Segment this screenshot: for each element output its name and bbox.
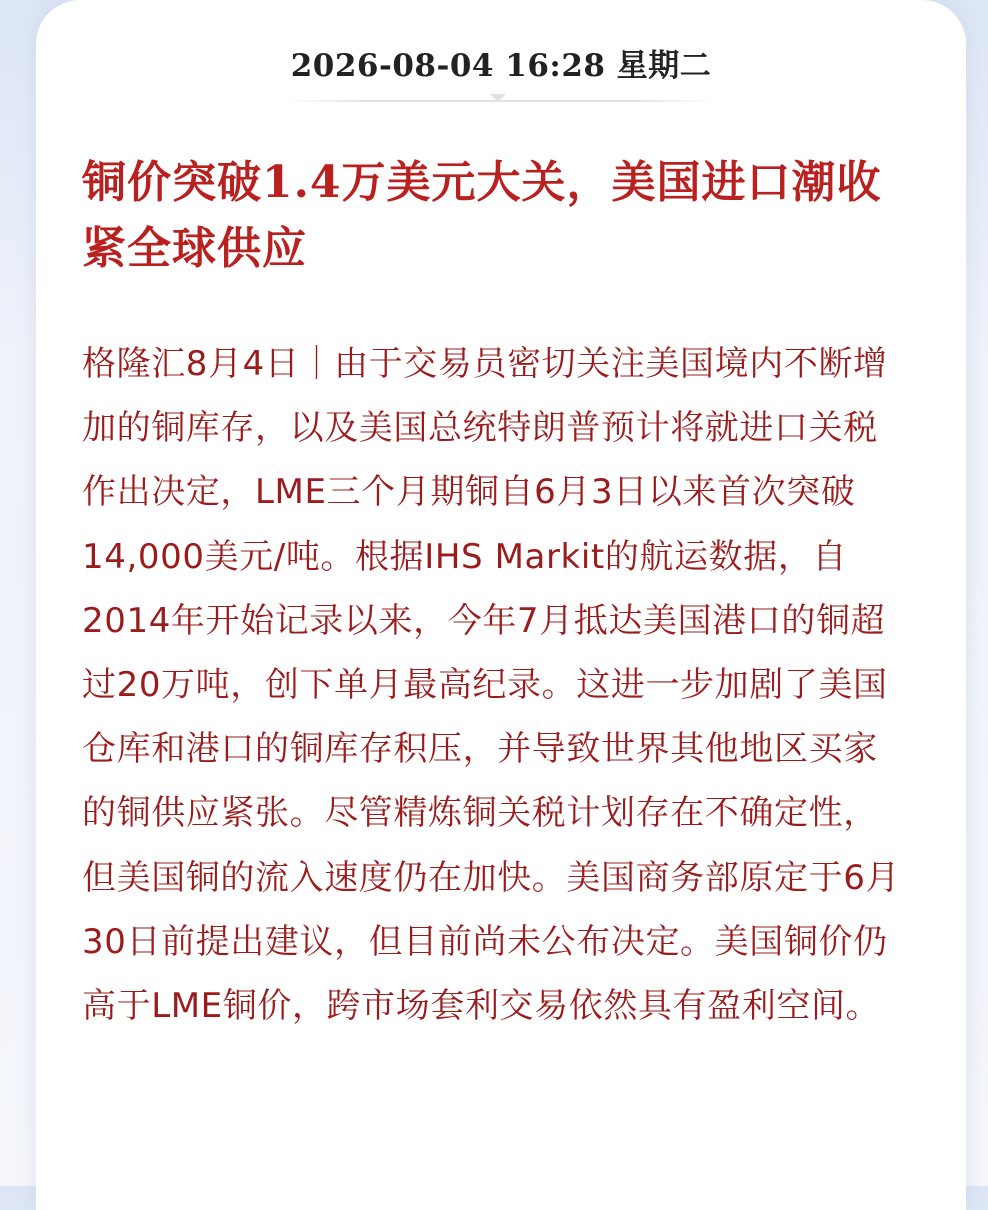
divider-notch: [490, 94, 506, 102]
article-card: [36, 0, 966, 1210]
article-datetime: 2026-08-04 16:28 星期二: [290, 48, 712, 84]
article-headline: 铜价突破1.4万美元大关，美国进口潮收紧全球供应: [82, 157, 882, 274]
article-body: 格隆汇8月4日｜由于交易员密切关注美国境内不断增加的铜库存，以及美国总统特朗普预计将就进口关税作出决定，LME三个月期铜自6月3日以来首次突破14,000美元/吨。根据IHS Markit的航运数据，自2014年开始记录以来，今年7月抵达美国港口的铜超过20万吨，创下单月最高纪录。这进一步加剧了美国仓库和港口的铜库存积压，并导致世界其他地区买家的铜供应紧张。尽管精炼铜关税计划存在不确定性，但美国铜的流入速度仍在加快。美国商务部原定于6月30日前提出建议，但目前尚未公布决定。美国铜价仍高于LME铜价，跨市场套利交易依然具有盈利空间。: [82, 344, 901, 1027]
